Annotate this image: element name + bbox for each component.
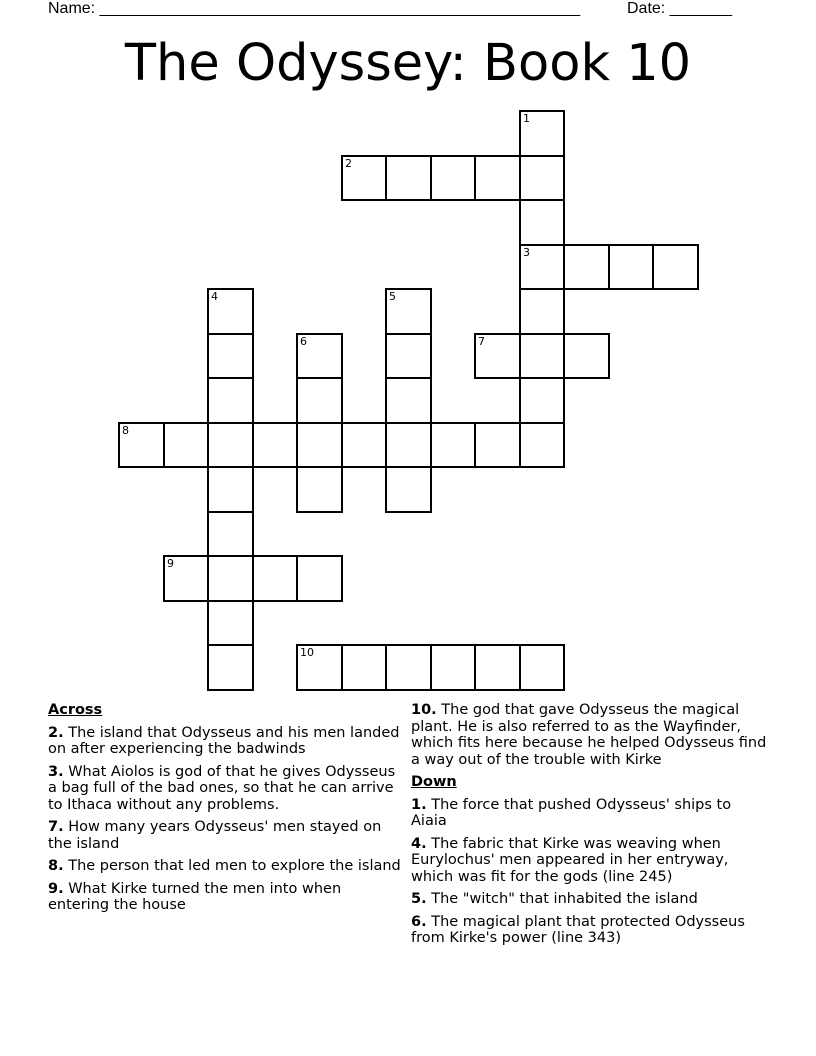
grid-cell[interactable] [519,377,565,424]
grid-cell[interactable] [474,422,521,468]
clue-number: 4 [211,290,218,303]
grid-cell[interactable] [296,466,343,513]
clue-number: 7 [478,335,485,348]
grid-cell[interactable] [296,333,343,379]
down-heading: Down [411,774,457,790]
grid-cell[interactable] [519,644,565,691]
clue-number: 8 [122,424,129,437]
clue-number: 5 [389,290,396,303]
down-clue-4: 4. The fabric that Kirke was weaving when Eurylochus' men appeared in her entryway, which was fit for the gods (line 245) [411,835,729,885]
grid-cell[interactable] [341,155,387,201]
across-clue-2: 2. The island that Odysseus and his men landed on after experiencing the badwinds [48,724,400,757]
clue-number: 1 [523,112,530,125]
grid-cell[interactable] [207,466,254,513]
clues-left-column [48,702,403,920]
clue-number: 3 [523,246,530,259]
grid-cell[interactable] [341,422,387,468]
grid-cell[interactable] [207,377,254,424]
grid-cell[interactable] [385,422,432,468]
grid-cell[interactable] [252,422,298,468]
across-clue-10: 10. The god that gave Odysseus the magical plant. He is also referred to as the Wayfinder, which fits here because he helped Odysseus find a way out of the trouble with Kirke [411,702,767,768]
grid-cell[interactable] [207,644,254,691]
down-clue-6: 6. The magical plant that protected Odysseus from Kirke's power (line 343) [411,913,745,946]
clues-right-column [411,702,771,953]
grid-cell[interactable] [252,555,298,602]
grid-cell[interactable] [563,244,610,290]
page-title: The Odyssey: Book 10 [124,34,692,93]
grid-cell[interactable] [474,155,521,201]
across-heading: Across [48,702,103,718]
across-clue-7: 7. How many years Odysseus' men stayed on the island [48,819,382,852]
grid-cell[interactable] [519,422,565,468]
down-clue-5: 5. The "witch" that inhabited the island [411,891,698,907]
grid-cell[interactable] [207,600,254,646]
grid-cell[interactable] [296,555,343,602]
grid-cell[interactable] [296,644,343,691]
grid-cell[interactable] [519,333,565,379]
grid-cell[interactable] [207,511,254,557]
grid-cell[interactable] [118,422,165,468]
clue-number: 10 [300,646,314,659]
grid-cell[interactable] [519,244,565,290]
grid-cell[interactable] [474,644,521,691]
grid-cell[interactable] [430,422,476,468]
name-field[interactable]: Name: ______________________________________________________ [48,0,581,17]
grid-cell[interactable] [430,644,476,691]
grid-cell[interactable] [341,644,387,691]
grid-cell[interactable] [296,422,343,468]
grid-cell[interactable] [519,288,565,335]
grid-cell[interactable] [296,377,343,424]
clue-number: 6 [300,335,307,348]
clue-number: 9 [167,557,174,570]
grid-cell[interactable] [207,333,254,379]
grid-cell[interactable] [563,333,610,379]
grid-cell[interactable] [163,422,209,468]
down-clue-1: 1. The force that pushed Odysseus' ships to Aiaia [411,796,732,829]
grid-cell[interactable] [385,333,432,379]
grid-cell[interactable] [207,555,254,602]
grid-cell[interactable] [385,644,432,691]
grid-cell[interactable] [519,155,565,201]
grid-cell[interactable] [474,333,521,379]
across-clue-3: 3. What Aiolos is god of that he gives Odysseus a bag full of the bad ones, so that he can arrive to Ithaca without any problems. [48,763,396,813]
grid-cell[interactable] [207,422,254,468]
grid-cell[interactable] [385,288,432,335]
grid-cell[interactable] [652,244,699,290]
grid-cell[interactable] [163,555,209,602]
clue-number: 2 [345,157,352,170]
grid-cell[interactable] [385,377,432,424]
grid-cell[interactable] [430,155,476,201]
grid-cell[interactable] [207,288,254,335]
grid-cell[interactable] [385,155,432,201]
grid-cell[interactable] [519,110,565,157]
grid-cell[interactable] [519,199,565,246]
across-clue-9: 9. What Kirke turned the men into when entering the house [48,880,342,913]
across-clue-8: 8. The person that led men to explore the island [48,858,401,874]
grid-cell[interactable] [608,244,654,290]
date-field[interactable]: Date: _______ [627,0,732,17]
grid-cell[interactable] [385,466,432,513]
